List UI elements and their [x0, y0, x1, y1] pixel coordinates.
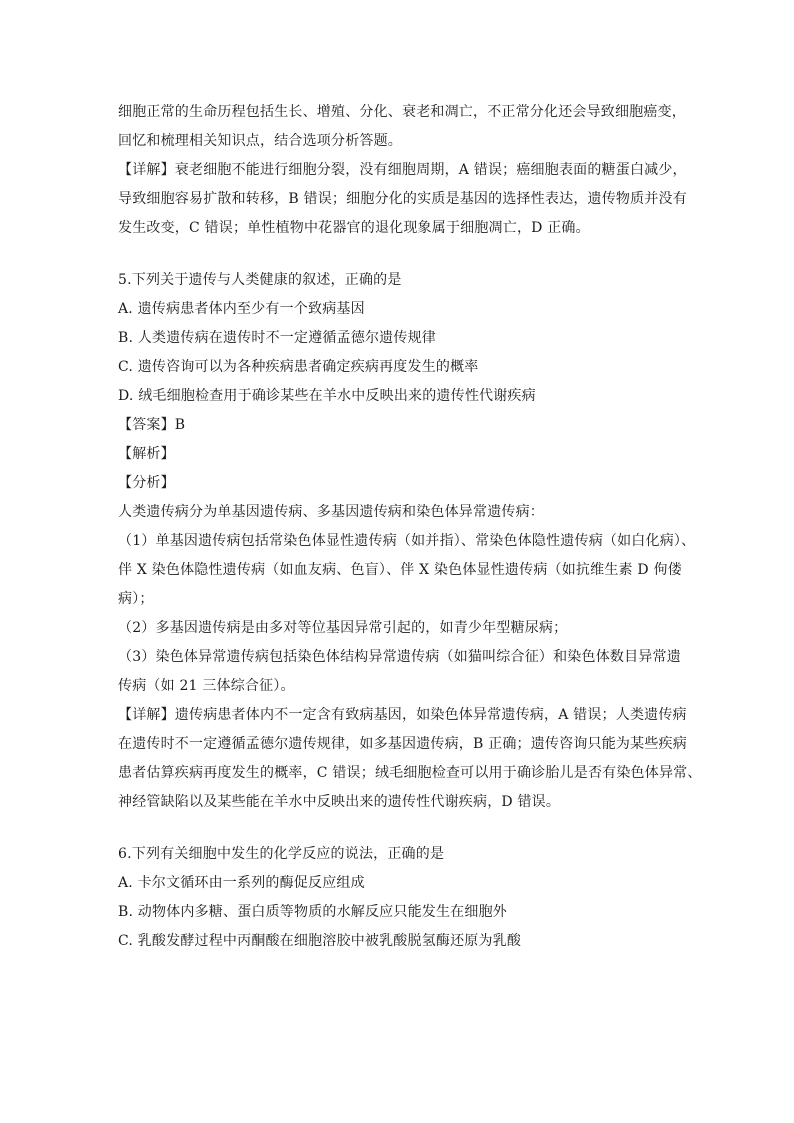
analysis-line: 人类遗传病分为单基因遗传病、多基因遗传病和染色体异常遗传病： [118, 504, 544, 520]
question-5 [118, 266, 702, 817]
document-page [118, 98, 702, 956]
spacer [118, 817, 678, 840]
option-d: D. 绒毛细胞检查用于确诊某些在羊水中反映出来的遗传性代谢疾病 [118, 388, 536, 404]
text-line: 发生改变，C 错误；单性植物中花器官的退化现象属于细胞凋亡，D 正确。 [118, 220, 590, 236]
text-line: 导致细胞容易扩散和转移，B 错误；细胞分化的实质是基因的选择性表达，遗传物质并没有 [118, 191, 687, 207]
option-c: C. 遗传咨询可以为各种疾病患者确定疾病再度发生的概率 [118, 359, 479, 375]
text-line: 回忆和梳理相关知识点，结合选项分析答题。 [118, 133, 402, 149]
analysis-line: （3）染色体异常遗传病包括染色体结构异常遗传病（如猫叫综合征）和染色体数目异常遗 [118, 649, 681, 665]
option-a: A. 遗传病患者体内至少有一个致病基因 [118, 301, 365, 317]
analysis-line: 病）； [118, 591, 154, 607]
option-b: B. 人类遗传病在遗传时不一定遵循孟德尔遗传规律 [118, 330, 436, 346]
detail-line: 神经管缺陷以及某些能在羊水中反映出来的遗传性代谢疾病，D 错误。 [118, 794, 561, 810]
fenxi-heading: 【分析】 [118, 475, 175, 491]
jiexi-heading: 【解析】 [118, 446, 175, 462]
analysis-line: （2）多基因遗传病是由多对等位基因异常引起的，如青少年型糖尿病； [118, 620, 568, 636]
analysis-line: 传病（如 21 三体综合征）。 [118, 678, 295, 694]
question-stem: 6.下列有关细胞中发生的化学反应的说法，正确的是 [118, 846, 445, 862]
detail-line: 【详解】衰老细胞不能进行细胞分裂，没有细胞周期，A 错误；癌细胞表面的糖蛋白减少， [118, 162, 687, 178]
previous-answer-block [118, 98, 687, 243]
text-line: 细胞正常的生命历程包括生长、增殖、分化、衰老和凋亡，不正常分化还会导致细胞癌变， [118, 104, 686, 120]
analysis-line: 伴 X 染色体隐性遗传病（如血友病、色盲）、伴 X 染色体显性遗传病（如抗维生素 D 佝偻 [118, 562, 682, 578]
detail-line: 【详解】遗传病患者体内不一定含有致病基因，如染色体异常遗传病，A 错误；人类遗传病 [118, 707, 687, 723]
spacer [118, 243, 678, 266]
option-b: B. 动物体内多糖、蛋白质等物质的水解反应只能发生在细胞外 [118, 904, 507, 920]
analysis-line: （1）单基因遗传病包括常染色体显性遗传病（如并指）、常染色体隐性遗传病（如白化病）、 [118, 533, 696, 549]
detail-line: 患者估算疾病再度发生的概率，C 错误；绒毛细胞检查可以用于确诊胎儿是否有染色体异常、 [118, 765, 702, 781]
option-c: C. 乳酸发酵过程中丙酮酸在细胞溶胶中被乳酸脱氢酶还原为乳酸 [118, 933, 522, 949]
detail-line: 在遗传时不一定遵循孟德尔遗传规律，如多基因遗传病，B 正确；遗传咨询只能为某些疾病 [118, 736, 687, 752]
question-6 [118, 840, 678, 956]
answer-line: 【答案】B [118, 417, 186, 433]
question-stem: 5.下列关于遗传与人类健康的叙述，正确的是 [118, 272, 402, 288]
option-a: A. 卡尔文循环由一系列的酶促反应组成 [118, 875, 365, 891]
